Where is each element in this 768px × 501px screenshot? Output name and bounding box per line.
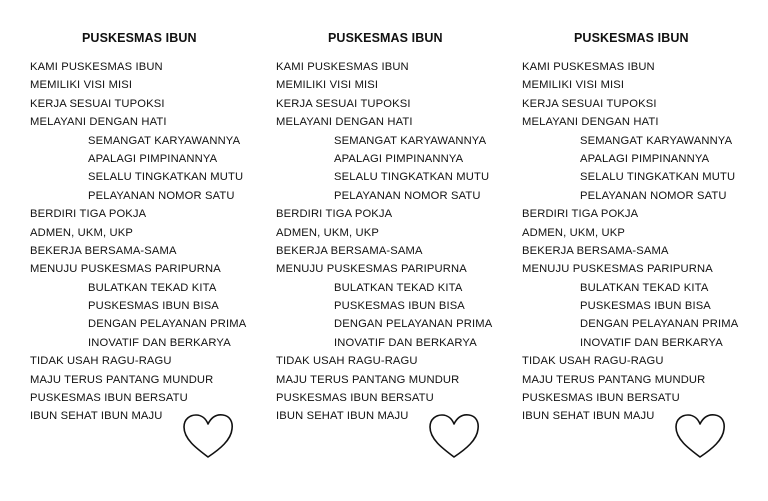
poem-column xyxy=(30,0,276,501)
poem-line: INOVATIF DAN BERKARYA xyxy=(88,336,231,349)
poem-line: TIDAK USAH RAGU-RAGU xyxy=(30,355,172,368)
poem-line: INOVATIF DAN BERKARYA xyxy=(580,336,723,349)
heart-outline-icon xyxy=(426,412,482,460)
poem-line: SELALU TINGKATKAN MUTU xyxy=(334,171,490,184)
poem-line: ADMEN, UKM, UKP xyxy=(276,226,379,239)
poem-line: PUSKESMAS IBUN BERSATU xyxy=(522,392,680,405)
poem-line: PELAYANAN NOMOR SATU xyxy=(580,189,727,202)
poem-line: BULATKAN TEKAD KITA xyxy=(334,281,463,294)
poem-line: KAMI PUSKESMAS IBUN xyxy=(522,61,655,73)
poem-line: PELAYANAN NOMOR SATU xyxy=(334,189,481,202)
poem-line: TIDAK USAH RAGU-RAGU xyxy=(276,355,418,368)
poem-line: IBUN SEHAT IBUN MAJU xyxy=(522,410,655,423)
poem-line: MAJU TERUS PANTANG MUNDUR xyxy=(522,373,706,386)
poem-lines xyxy=(276,58,492,426)
poem-line: DENGAN PELAYANAN PRIMA xyxy=(580,318,739,331)
poem-line: INOVATIF DAN BERKARYA xyxy=(334,336,477,349)
poem-line: BEKERJA BERSAMA-SAMA xyxy=(522,244,669,257)
poem-line: BULATKAN TEKAD KITA xyxy=(580,281,709,294)
poem-line: BEKERJA BERSAMA-SAMA xyxy=(30,244,177,257)
poem-lines xyxy=(522,58,738,426)
poem-line: MELAYANI DENGAN HATI xyxy=(276,116,413,129)
poem-line: KERJA SESUAI TUPOKSI xyxy=(522,97,657,110)
poem-line: MAJU TERUS PANTANG MUNDUR xyxy=(30,373,214,386)
poem-title: PUSKESMAS IBUN xyxy=(328,31,443,45)
poem-line: KAMI PUSKESMAS IBUN xyxy=(276,61,409,73)
poem-title: PUSKESMAS IBUN xyxy=(574,31,689,45)
heart-outline-icon xyxy=(180,412,236,460)
poem-line: SELALU TINGKATKAN MUTU xyxy=(580,171,736,184)
poem-line: PUSKESMAS IBUN BISA xyxy=(580,300,711,313)
poem-line: MENUJU PUSKESMAS PARIPURNA xyxy=(522,263,713,276)
poem-line: PUSKESMAS IBUN BISA xyxy=(88,300,219,313)
poem-line: BERDIRI TIGA POKJA xyxy=(522,208,639,221)
poem-line: DENGAN PELAYANAN PRIMA xyxy=(334,318,493,331)
poem-line: TIDAK USAH RAGU-RAGU xyxy=(522,355,664,368)
poem-line: DENGAN PELAYANAN PRIMA xyxy=(88,318,247,331)
poem-column xyxy=(522,0,768,501)
poem-line: ADMEN, UKM, UKP xyxy=(30,226,133,239)
poem-line: PUSKESMAS IBUN BISA xyxy=(334,300,465,313)
poem-column xyxy=(276,0,522,501)
poem-line: BEKERJA BERSAMA-SAMA xyxy=(276,244,423,257)
poem-line: BERDIRI TIGA POKJA xyxy=(30,208,147,221)
poem-line: MELAYANI DENGAN HATI xyxy=(522,116,659,129)
poem-line: MEMILIKI VISI MISI xyxy=(522,79,625,92)
poem-line: SELALU TINGKATKAN MUTU xyxy=(88,171,244,184)
poem-line: PUSKESMAS IBUN BERSATU xyxy=(276,392,434,405)
poem-line: IBUN SEHAT IBUN MAJU xyxy=(276,410,409,423)
poem-line: APALAGI PIMPINANNYA xyxy=(88,152,218,165)
poem-line: BERDIRI TIGA POKJA xyxy=(276,208,393,221)
heart-outline-icon xyxy=(672,412,728,460)
poem-line: MELAYANI DENGAN HATI xyxy=(30,116,167,129)
poem-line: SEMANGAT KARYAWANNYA xyxy=(580,134,733,147)
poem-lines xyxy=(30,58,246,426)
poem-line: IBUN SEHAT IBUN MAJU xyxy=(30,410,163,423)
poem-line: ADMEN, UKM, UKP xyxy=(522,226,625,239)
poem-line: MEMILIKI VISI MISI xyxy=(276,79,379,92)
poem-line: SEMANGAT KARYAWANNYA xyxy=(334,134,487,147)
poem-line: BULATKAN TEKAD KITA xyxy=(88,281,217,294)
poem-line: KERJA SESUAI TUPOKSI xyxy=(30,97,165,110)
poem-line: APALAGI PIMPINANNYA xyxy=(334,152,464,165)
poem-line: MENUJU PUSKESMAS PARIPURNA xyxy=(276,263,467,276)
poem-line: SEMANGAT KARYAWANNYA xyxy=(88,134,241,147)
poem-line: PUSKESMAS IBUN BERSATU xyxy=(30,392,188,405)
poem-line: APALAGI PIMPINANNYA xyxy=(580,152,710,165)
poem-line: MAJU TERUS PANTANG MUNDUR xyxy=(276,373,460,386)
poem-title: PUSKESMAS IBUN xyxy=(82,31,197,45)
poem-line: MEMILIKI VISI MISI xyxy=(30,79,133,92)
poem-line: MENUJU PUSKESMAS PARIPURNA xyxy=(30,263,221,276)
poem-line: PELAYANAN NOMOR SATU xyxy=(88,189,235,202)
poem-line: KERJA SESUAI TUPOKSI xyxy=(276,97,411,110)
poem-line: KAMI PUSKESMAS IBUN xyxy=(30,61,163,73)
